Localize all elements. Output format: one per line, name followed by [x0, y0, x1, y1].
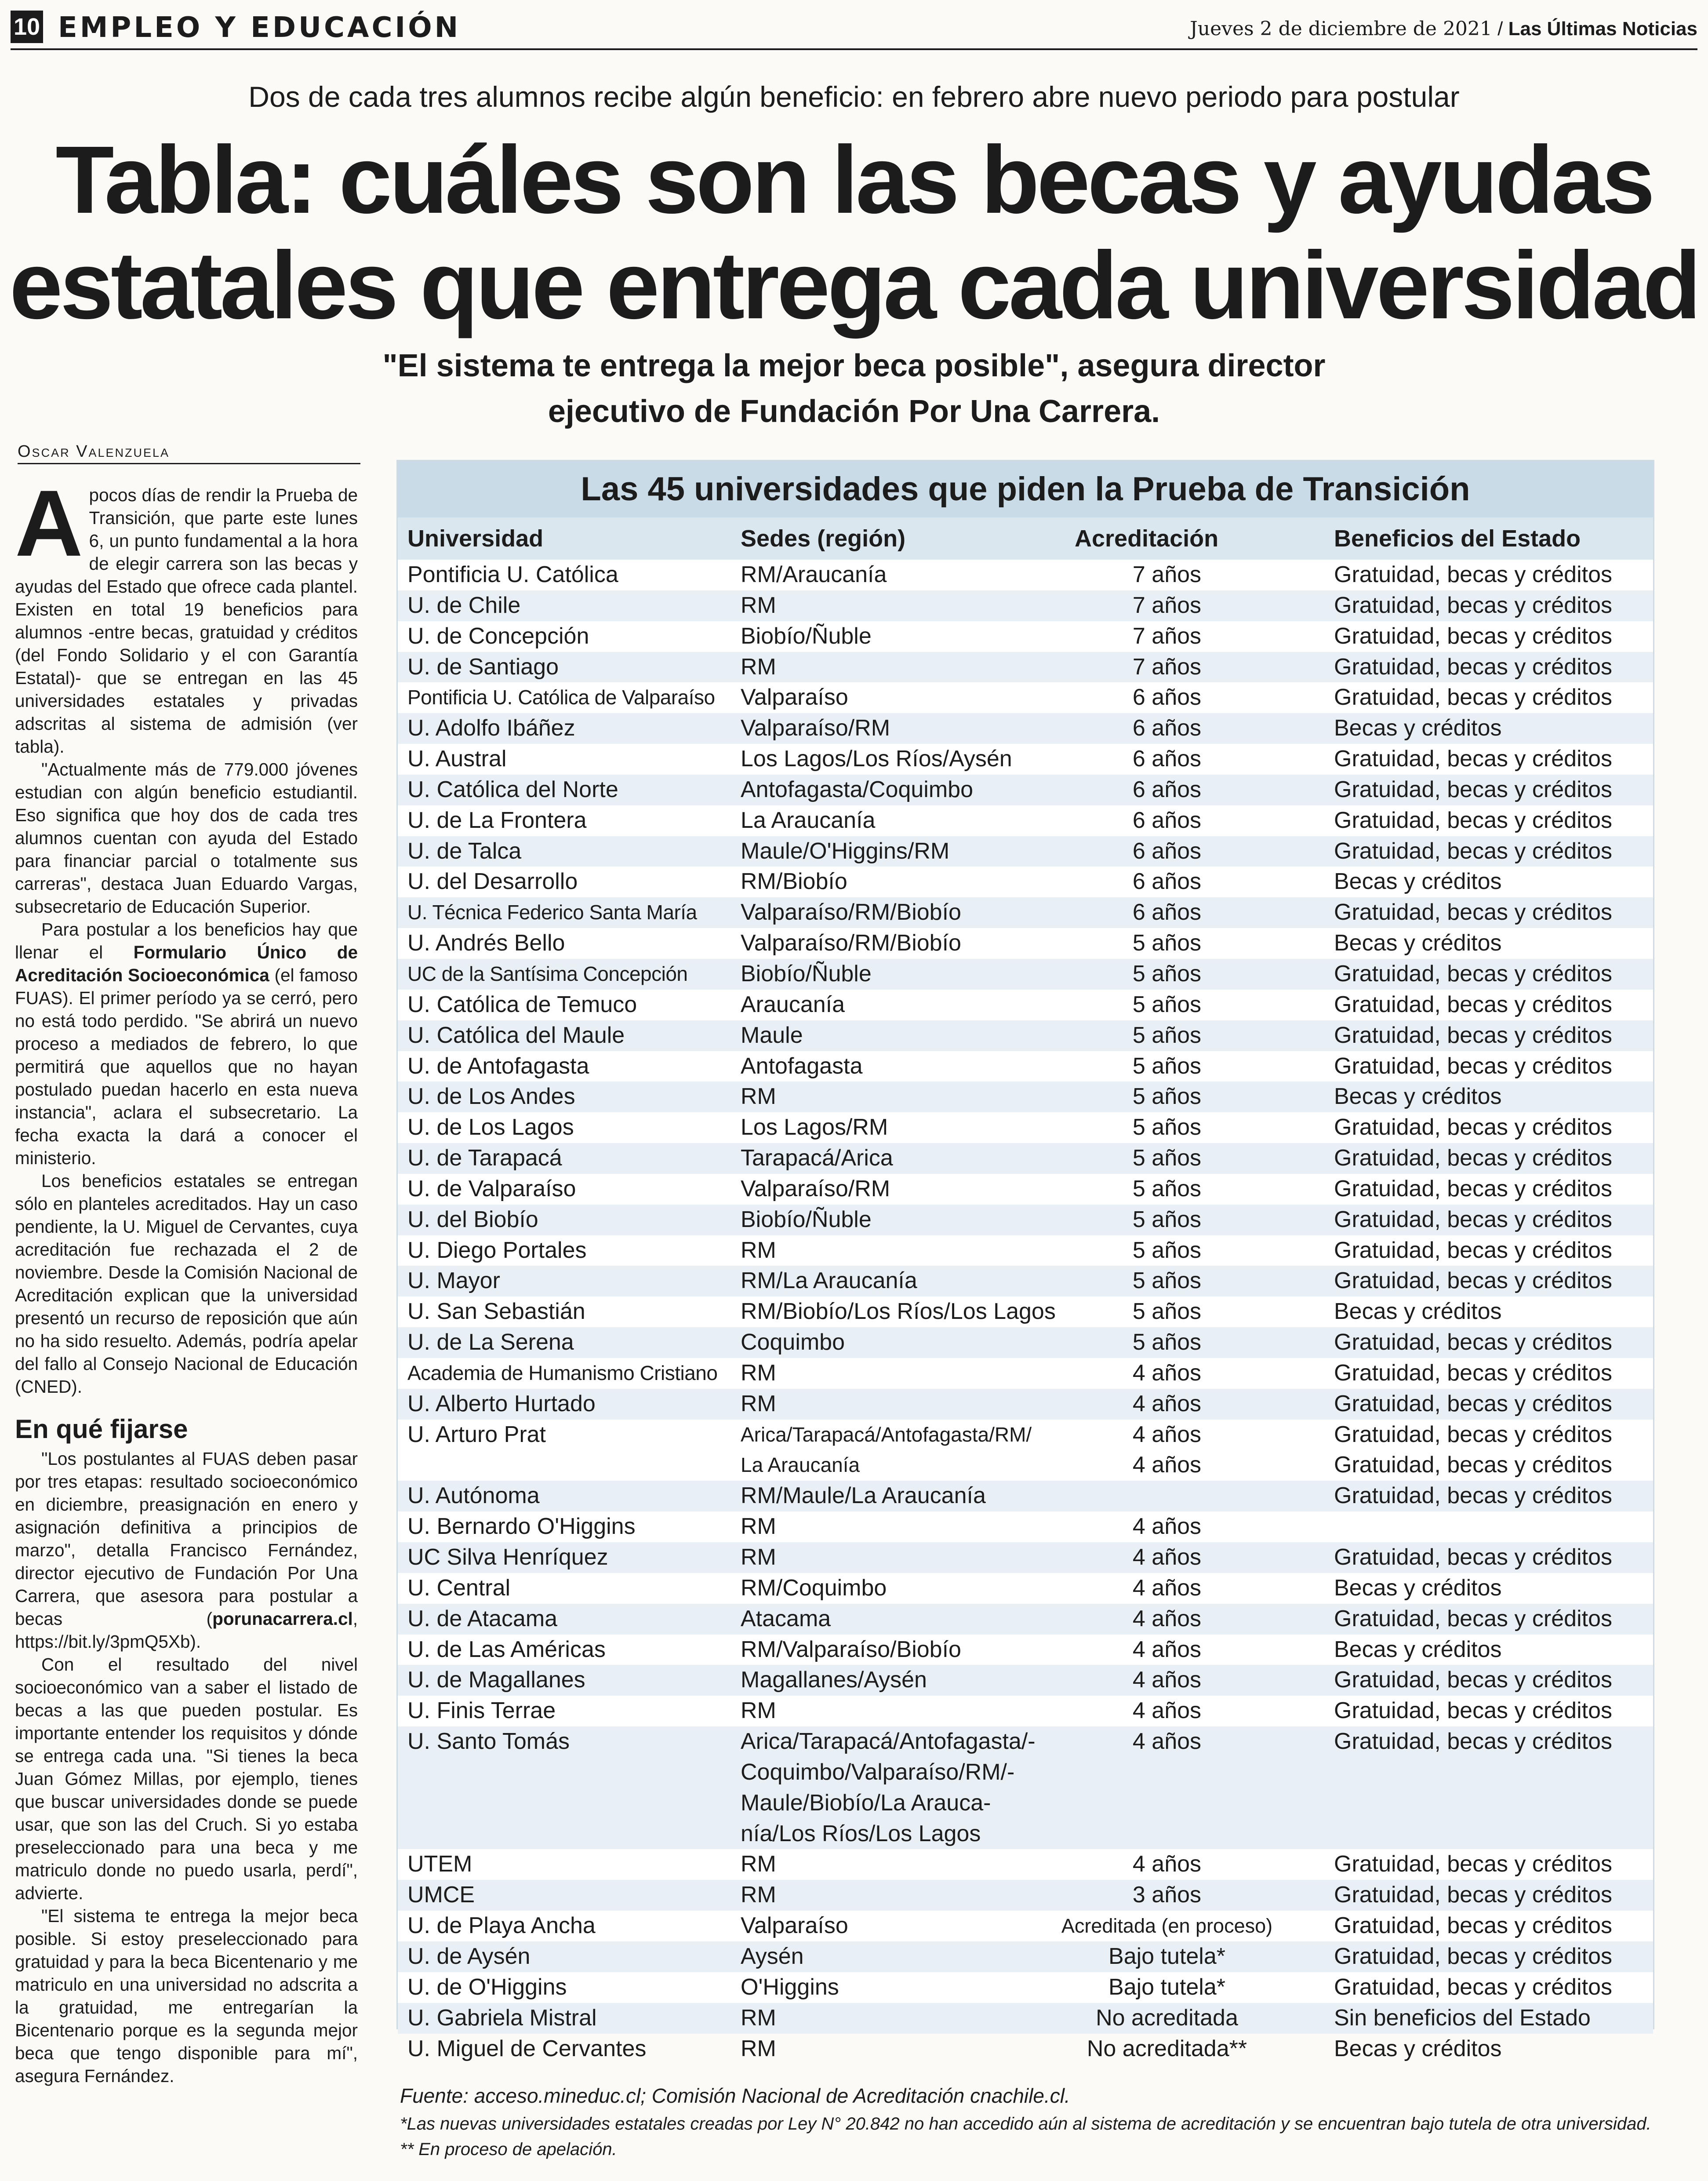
campus-cell: Valparaíso/RM	[741, 1176, 890, 1202]
campus-cell: Biobío/Ñuble	[741, 1206, 872, 1232]
campus-cell: RM	[741, 1237, 776, 1263]
byline: Oscar Valenzuela	[18, 442, 360, 464]
article-paragraph: "El sistema te entrega la mejor beca posible. Si estoy preseleccionado para gratuidad y para la beca Bicentenario y me matriculo en una universidad no adscrita a la gratuidad, me entregarían la Bicentenario porque es la segunda mejor beca que tengo disponible para mí", asegura Fernández.	[15, 1906, 358, 2086]
university-cell: U. de La Serena	[407, 1329, 574, 1355]
benefits-cell: Gratuidad, becas y créditos	[1334, 623, 1612, 649]
university-cell: U. del Desarrollo	[407, 869, 578, 895]
university-cell: U. Católica del Maule	[407, 1022, 625, 1048]
table-row	[398, 682, 1653, 713]
headline	[0, 127, 1708, 339]
benefits-cell: Gratuidad, becas y créditos	[1334, 1114, 1612, 1140]
accreditation-cell: 4 años	[1132, 1851, 1202, 1877]
benefits-cell: Sin beneficios del Estado	[1334, 2005, 1591, 2031]
accreditation-cell: 7 años	[1132, 592, 1202, 618]
university-cell: Pontificia U. Católica	[407, 562, 618, 587]
university-cell: U. Alberto Hurtado	[407, 1391, 596, 1416]
campus-cell: Araucanía	[741, 991, 845, 1017]
accreditation-cell: 3 años	[1132, 1882, 1202, 1908]
table-row	[398, 1081, 1653, 1112]
table-row	[398, 2003, 1653, 2034]
accreditation-cell: 4 años	[1132, 1698, 1202, 1724]
campus-cell: Atacama	[741, 1606, 831, 1631]
campus-cell: Valparaíso	[741, 685, 848, 710]
headline-line-1: Tabla: cuáles son las becas y ayudas	[55, 127, 1653, 233]
university-cell: U. de Chile	[407, 592, 521, 618]
campus-cell: Biobío/Ñuble	[741, 961, 872, 987]
table-row	[398, 1358, 1653, 1389]
website-link: porunacarrera.cl	[212, 1609, 353, 1629]
table-row	[398, 1327, 1653, 1358]
benefits-cell: Becas y créditos	[1334, 869, 1502, 895]
benefits-cell: Becas y créditos	[1334, 715, 1502, 741]
university-cell: U. de Antofagasta	[407, 1053, 589, 1079]
benefits-cell: Gratuidad, becas y créditos	[1334, 1667, 1612, 1693]
benefits-cell: Gratuidad, becas y créditos	[1334, 746, 1612, 772]
benefits-cell: Gratuidad, becas y créditos	[1334, 899, 1612, 925]
table-row	[398, 1726, 1653, 1849]
table-row	[398, 1635, 1653, 1665]
university-cell: U. Arturo Prat	[407, 1421, 546, 1447]
benefits-cell: Gratuidad, becas y créditos	[1334, 1851, 1612, 1877]
accreditation-cell: 4 años	[1132, 1514, 1202, 1540]
page-header	[11, 8, 1697, 50]
benefits-cell: Gratuidad, becas y créditos	[1334, 991, 1612, 1017]
article-body	[15, 484, 358, 2172]
university-cell: U. de Magallanes	[407, 1667, 585, 1693]
university-cell: U. Bernardo O'Higgins	[407, 1514, 636, 1540]
article-paragraph: Apocos días de rendir la Prueba de Transición, que parte este lunes 6, un punto fundamental a la hora de elegir carrera son las becas y ayudas del Estado que ofrece cada plantel. Existen en total 19 beneficios para alumnos -entre becas, gratuidad y créditos (del Fondo Solidario y el con Garantía Estatal)- que se entregan en las 45 universidades estatales y privadas adscritas al sistema de admisión (ver tabla).	[15, 484, 358, 757]
table-row	[398, 928, 1653, 959]
campus-cell: RM	[741, 1851, 776, 1877]
issue-date: Jueves 2 de diciembre de 2021	[1190, 18, 1492, 40]
benefits-cell: Becas y créditos	[1334, 2035, 1502, 2061]
benefits-cell: Gratuidad, becas y créditos	[1334, 1391, 1612, 1416]
benefits-cell: Gratuidad, becas y créditos	[1334, 776, 1612, 802]
campus-cell: Biobío/Ñuble	[741, 623, 872, 649]
university-cell: U. de Santiago	[407, 654, 559, 680]
campus-cell: Arica/Tarapacá/Antofagasta/- Coquimbo/Valparaíso/RM/- Maule/Biobío/La Arauca- nía/Los Ríos/Los Lagos	[741, 1729, 1036, 1846]
university-cell: U. de Concepción	[407, 623, 589, 649]
benefits-cell: Gratuidad, becas y créditos	[1334, 807, 1612, 833]
table-row	[398, 1205, 1653, 1235]
accreditation-cell: 5 años	[1132, 1206, 1202, 1232]
benefits-cell: Gratuidad, becas y créditos	[1334, 1268, 1612, 1294]
table-row	[398, 1511, 1653, 1542]
table-row	[398, 1696, 1653, 1726]
campus-cell: Los Lagos/Los Ríos/Aysén	[741, 746, 1012, 772]
benefits-cell: Gratuidad, becas y créditos	[1334, 1913, 1612, 1939]
table-row	[398, 1542, 1653, 1573]
table-row	[398, 621, 1653, 652]
university-cell: U. de Aysén	[407, 1943, 531, 1969]
benefits-cell: Gratuidad, becas y créditos	[1334, 1022, 1612, 1048]
table-row	[398, 744, 1653, 775]
university-cell: U. Gabriela Mistral	[407, 2005, 597, 2031]
accreditation-cell: 5 años	[1132, 1329, 1202, 1355]
university-cell: U. Central	[407, 1575, 511, 1601]
university-cell: U. de Talca	[407, 838, 522, 864]
table-row	[398, 1911, 1653, 1941]
table-row	[398, 1389, 1653, 1420]
campus-cell: RM	[741, 592, 776, 618]
table-row	[398, 1849, 1653, 1880]
kicker: Dos de cada tres alumnos recibe algún beneficio: en febrero abre nuevo periodo para postular	[248, 80, 1460, 113]
university-cell: U. Técnica Federico Santa María	[407, 901, 697, 924]
campus-cell: Valparaíso	[741, 1913, 848, 1939]
benefits-cell: Becas y créditos	[1334, 1636, 1502, 1662]
university-cell: U. del Biobío	[407, 1206, 538, 1232]
university-cell: U. San Sebastián	[407, 1299, 585, 1325]
campus-cell: Coquimbo	[741, 1329, 845, 1355]
accreditation-cell: Acreditada (en proceso)	[1061, 1915, 1273, 1937]
benefits-cell: Gratuidad, becas y créditos	[1334, 562, 1612, 587]
accreditation-cell: 5 años	[1132, 1022, 1202, 1048]
benefits-cell: Gratuidad, becas y créditos	[1334, 1483, 1612, 1509]
benefits-cell: Gratuidad, becas y créditos Gratuidad, becas y créditos	[1334, 1421, 1612, 1478]
headline-line-2: estatales que entrega cada universidad	[9, 232, 1699, 339]
benefits-cell: Gratuidad, becas y créditos	[1334, 1882, 1612, 1908]
table-row	[398, 652, 1653, 683]
table-title: Las 45 universidades que piden la Prueba de Transición	[398, 461, 1653, 517]
table-row	[398, 1143, 1653, 1174]
accreditation-cell: 5 años	[1132, 991, 1202, 1017]
table-row	[398, 805, 1653, 836]
column-header-accreditation: Acreditación	[1075, 525, 1219, 552]
campus-cell: RM	[741, 1360, 776, 1386]
table-row	[398, 897, 1653, 928]
table-header-row	[398, 517, 1653, 560]
benefits-cell: Gratuidad, becas y créditos	[1334, 1206, 1612, 1232]
campus-cell: Antofagasta/Coquimbo	[741, 776, 974, 802]
benefits-cell: Becas y créditos	[1334, 930, 1502, 956]
masthead-separator: /	[1497, 18, 1503, 40]
article-subtitle: En qué fijarse	[15, 1414, 188, 1444]
table-row	[398, 1941, 1653, 1972]
table-notes	[400, 2080, 1675, 2162]
table-row	[398, 1604, 1653, 1635]
benefits-cell: Gratuidad, becas y créditos	[1334, 1053, 1612, 1079]
university-cell: Pontificia U. Católica de Valparaíso	[407, 686, 715, 709]
university-cell: U. de Playa Ancha	[407, 1913, 596, 1939]
article-paragraph: Con el resultado del nivel socioeconómico van a saber el listado de becas a las que pueden postular. Es importante entender los requisitos y dónde se entrega cada una. "Si tienes la beca Juan Gómez Millas, por ejemplo, tienes que buscar universidades donde se puede usar, que son las del Cruch. Si yo estaba preseleccionado para una beca y me matriculo donde no puedo usarla, perdí", advierte.	[15, 1654, 358, 1903]
benefits-cell: Becas y créditos	[1334, 1299, 1502, 1325]
subheadline	[0, 343, 1708, 434]
campus-cell: RM	[741, 1514, 776, 1540]
benefits-cell: Gratuidad, becas y créditos	[1334, 1544, 1612, 1570]
campus-cell: RM	[741, 1882, 776, 1908]
accreditation-cell: 7 años	[1132, 623, 1202, 649]
benefits-cell: Gratuidad, becas y créditos	[1334, 1360, 1612, 1386]
table-row	[398, 1235, 1653, 1266]
accreditation-cell: 6 años	[1132, 715, 1202, 741]
table-row	[398, 1296, 1653, 1327]
university-cell: U. Austral	[407, 746, 507, 772]
university-cell: U. Andrés Bello	[407, 930, 565, 956]
table-row	[398, 1020, 1653, 1051]
table-body	[398, 560, 1653, 2064]
university-cell: U. de Tarapacá	[407, 1145, 562, 1171]
table-row	[398, 1112, 1653, 1143]
subheadline-line-1: "El sistema te entrega la mejor beca posible", asegura director	[382, 348, 1326, 383]
accreditation-cell: No acreditada**	[1087, 2035, 1247, 2061]
accreditation-cell: 4 años	[1132, 1360, 1202, 1386]
university-cell: UC Silva Henríquez	[407, 1544, 608, 1570]
university-cell: U. Católica del Norte	[407, 776, 618, 802]
campus-cell: Valparaíso/RM/Biobío	[741, 899, 961, 925]
campus-cell: RM	[741, 2005, 776, 2031]
campus-cell: RM/Araucanía	[741, 562, 887, 587]
article-paragraph: "Los postulantes al FUAS deben pasar por tres etapas: resultado socioeconómico en diciembre, preasignación en enero y asignación definitiva a principios de marzo", detalla Francisco Fernández, director ejecutivo de Fundación Por Una Carrera, que asesora para postular a becas (porunacarrera.cl, https://bit.ly/3pmQ5Xb).	[15, 1449, 358, 1652]
campus-cell: RM/Valparaíso/Biobío	[741, 1636, 961, 1662]
campus-cell: RM	[741, 2035, 776, 2061]
campus-cell: RM/Maule/La Araucanía	[741, 1483, 986, 1509]
accreditation-cell: 4 años	[1132, 1606, 1202, 1631]
university-cell: U. Adolfo Ibáñez	[407, 715, 575, 741]
campus-cell: Arica/Tarapacá/Antofagasta/RM/ La Araucanía	[741, 1423, 1032, 1477]
drop-cap: A	[15, 484, 83, 576]
table-row	[398, 1972, 1653, 2003]
accreditation-cell: 5 años	[1132, 1268, 1202, 1294]
university-cell: U. de Las Américas	[407, 1636, 606, 1662]
university-cell: UMCE	[407, 1882, 475, 1908]
table-row	[398, 1665, 1653, 1696]
article-paragraph: Para postular a los beneficios hay que llenar el Formulario Único de Acreditación Socioeconómica (el famoso FUAS). El primer período ya se cerró, pero no está todo perdido. "Se abrirá un nuevo proceso a mediados de febrero, lo que permitirá que aquellos que no hayan postulado puedan hacerlo en esta nueva instancia", aclara el subsecretario. La fecha exacta la dará a conocer el ministerio.	[15, 919, 358, 1168]
accreditation-cell: 4 años	[1132, 1391, 1202, 1416]
campus-cell: Los Lagos/RM	[741, 1114, 888, 1140]
university-cell: U. de Valparaíso	[407, 1176, 576, 1202]
table-row	[398, 590, 1653, 621]
campus-cell: Aysén	[741, 1943, 804, 1969]
accreditation-cell: 6 años	[1132, 746, 1202, 772]
university-cell: U. Santo Tomás	[407, 1729, 570, 1755]
benefits-cell: Gratuidad, becas y créditos	[1334, 1606, 1612, 1631]
universities-table	[396, 460, 1654, 2061]
university-cell: U. Miguel de Cervantes	[407, 2035, 647, 2061]
campus-cell: O'Higgins	[741, 1974, 839, 2000]
university-cell: U. de La Frontera	[407, 807, 587, 833]
table-row	[398, 1174, 1653, 1205]
accreditation-cell: No acreditada	[1096, 2005, 1238, 2031]
benefits-cell: Gratuidad, becas y créditos	[1334, 1729, 1612, 1755]
page-number: 10	[11, 11, 43, 43]
university-cell: UTEM	[407, 1851, 472, 1877]
university-cell: Academia de Humanismo Cristiano	[407, 1361, 718, 1384]
accreditation-cell: 4 años	[1132, 1636, 1202, 1662]
accreditation-cell: 5 años	[1132, 961, 1202, 987]
accreditation-cell: 6 años	[1132, 838, 1202, 864]
university-cell: U. Diego Portales	[407, 1237, 587, 1263]
fuas-name: Formulario Único de Acreditación Socioeconómica	[15, 942, 358, 985]
benefits-cell: Gratuidad, becas y créditos	[1334, 1145, 1612, 1171]
benefits-cell: Gratuidad, becas y créditos	[1334, 1974, 1612, 2000]
accreditation-cell: 5 años	[1132, 1237, 1202, 1263]
table-row	[398, 1880, 1653, 1911]
accreditation-cell: Bajo tutela*	[1108, 1943, 1225, 1969]
column-header-campuses: Sedes (región)	[741, 525, 906, 552]
table-row	[398, 1051, 1653, 1082]
accreditation-cell: 5 años	[1132, 930, 1202, 956]
accreditation-cell: 5 años	[1132, 1053, 1202, 1079]
university-cell: U. de Los Andes	[407, 1084, 575, 1110]
benefits-cell: Gratuidad, becas y créditos	[1334, 1329, 1612, 1355]
accreditation-cell: 6 años	[1132, 807, 1202, 833]
benefits-cell: Becas y créditos	[1334, 1575, 1502, 1601]
campus-cell: Valparaíso/RM/Biobío	[741, 930, 961, 956]
university-cell: U. de Atacama	[407, 1606, 558, 1631]
accreditation-cell: 5 años	[1132, 1299, 1202, 1325]
table-row	[398, 959, 1653, 990]
footnote-tutelage: *Las nuevas universidades estatales creadas por Ley N° 20.842 no han accedido aún al sistema de acreditación y se encuentran bajo tutela de otra universidad.	[400, 2114, 1651, 2134]
campus-cell: Magallanes/Aysén	[741, 1667, 927, 1693]
campus-cell: RM	[741, 654, 776, 680]
table-row	[398, 867, 1653, 897]
table-row	[398, 836, 1653, 867]
column-header-university: Universidad	[407, 525, 544, 552]
table-row	[398, 2034, 1653, 2064]
accreditation-cell: 4 años	[1132, 1729, 1202, 1755]
accreditation-cell: 7 años	[1132, 654, 1202, 680]
benefits-cell: Gratuidad, becas y créditos	[1334, 1698, 1612, 1724]
benefits-cell: Gratuidad, becas y créditos	[1334, 1943, 1612, 1969]
campus-cell: RM/Biobío/Los Ríos/Los Lagos	[741, 1299, 1056, 1325]
article-paragraph: "Actualmente más de 779.000 jóvenes estudian con algún beneficio estudiantil. Eso significa que hoy dos de cada tres alumnos cuentan con ayuda del Estado para financiar parcial o totalmente sus carreras", destaca Juan Eduardo Vargas, subsecretario de Educación Superior.	[15, 759, 358, 917]
masthead	[1190, 16, 1697, 42]
benefits-cell: Gratuidad, becas y créditos	[1334, 1176, 1612, 1202]
university-cell: U. Finis Terrae	[407, 1698, 556, 1724]
table-row	[398, 1266, 1653, 1296]
university-cell: U. Católica de Temuco	[407, 991, 637, 1017]
table-row	[398, 990, 1653, 1020]
newspaper-name: Las Últimas Noticias	[1508, 18, 1697, 40]
campus-cell: La Araucanía	[741, 807, 876, 833]
accreditation-cell: 6 años	[1132, 776, 1202, 802]
campus-cell: RM	[741, 1391, 776, 1416]
accreditation-cell: 4 años	[1132, 1544, 1202, 1570]
university-cell: U. Autónoma	[407, 1483, 540, 1509]
accreditation-cell: 5 años	[1132, 1176, 1202, 1202]
section-title: EMPLEO Y EDUCACIÓN	[58, 11, 461, 44]
accreditation-cell: 7 años	[1132, 562, 1202, 587]
benefits-cell: Gratuidad, becas y créditos	[1334, 838, 1612, 864]
campus-cell: RM	[741, 1084, 776, 1110]
accreditation-cell: Bajo tutela*	[1108, 1974, 1225, 2000]
accreditation-cell: 6 años	[1132, 685, 1202, 710]
accreditation-cell: 5 años	[1132, 1084, 1202, 1110]
university-cell: U. de O'Higgins	[407, 1974, 567, 2000]
benefits-cell: Gratuidad, becas y créditos	[1334, 1237, 1612, 1263]
accreditation-cell: 4 años	[1132, 1667, 1202, 1693]
table-row	[398, 1420, 1653, 1481]
benefits-cell: Gratuidad, becas y créditos	[1334, 654, 1612, 680]
footnote-appeal: ** En proceso de apelación.	[400, 2140, 617, 2159]
benefits-cell: Becas y créditos	[1334, 1084, 1502, 1110]
benefits-cell: Gratuidad, becas y créditos	[1334, 592, 1612, 618]
accreditation-cell: 6 años	[1132, 899, 1202, 925]
campus-cell: RM/La Araucanía	[741, 1268, 917, 1294]
table-row	[398, 1573, 1653, 1604]
university-cell: U. de Los Lagos	[407, 1114, 574, 1140]
campus-cell: RM	[741, 1544, 776, 1570]
table-row	[398, 560, 1653, 590]
campus-cell: Maule	[741, 1022, 803, 1048]
campus-cell: RM/Coquimbo	[741, 1575, 887, 1601]
benefits-cell: Gratuidad, becas y créditos	[1334, 685, 1612, 710]
university-cell: UC de la Santísima Concepción	[407, 962, 688, 985]
accreditation-cell: 4 años	[1132, 1575, 1202, 1601]
column-header-benefits: Beneficios del Estado	[1334, 525, 1581, 552]
table-row	[398, 775, 1653, 805]
accreditation-cell: 4 años 4 años	[1132, 1421, 1202, 1478]
article-paragraph: Los beneficios estatales se entregan sólo en planteles acreditados. Hay un caso pendiente, la U. Miguel de Cervantes, cuya acreditación fue rechazada el 2 de noviembre. Desde la Comisión Nacional de Acreditación explican que la universidad presentó un recurso de reposición que aún no ha sido resuelto. Además, podría apelar del fallo al Consejo Nacional de Educación (CNED).	[15, 1171, 358, 1397]
university-cell: U. Mayor	[407, 1268, 500, 1294]
campus-cell: Antofagasta	[741, 1053, 863, 1079]
source-note: Fuente: acceso.mineduc.cl; Comisión Nacional de Acreditación cnachile.cl.	[400, 2084, 1070, 2107]
table-row	[398, 1481, 1653, 1511]
campus-cell: Valparaíso/RM	[741, 715, 890, 741]
accreditation-cell: 5 años	[1132, 1114, 1202, 1140]
table-row	[398, 713, 1653, 744]
campus-cell: Tarapacá/Arica	[741, 1145, 893, 1171]
accreditation-cell: 5 años	[1132, 1145, 1202, 1171]
campus-cell: RM	[741, 1698, 776, 1724]
accreditation-cell: 6 años	[1132, 869, 1202, 895]
campus-cell: Maule/O'Higgins/RM	[741, 838, 950, 864]
subheadline-line-2: ejecutivo de Fundación Por Una Carrera.	[548, 394, 1160, 429]
benefits-cell: Gratuidad, becas y créditos	[1334, 961, 1612, 987]
campus-cell: RM/Biobío	[741, 869, 847, 895]
